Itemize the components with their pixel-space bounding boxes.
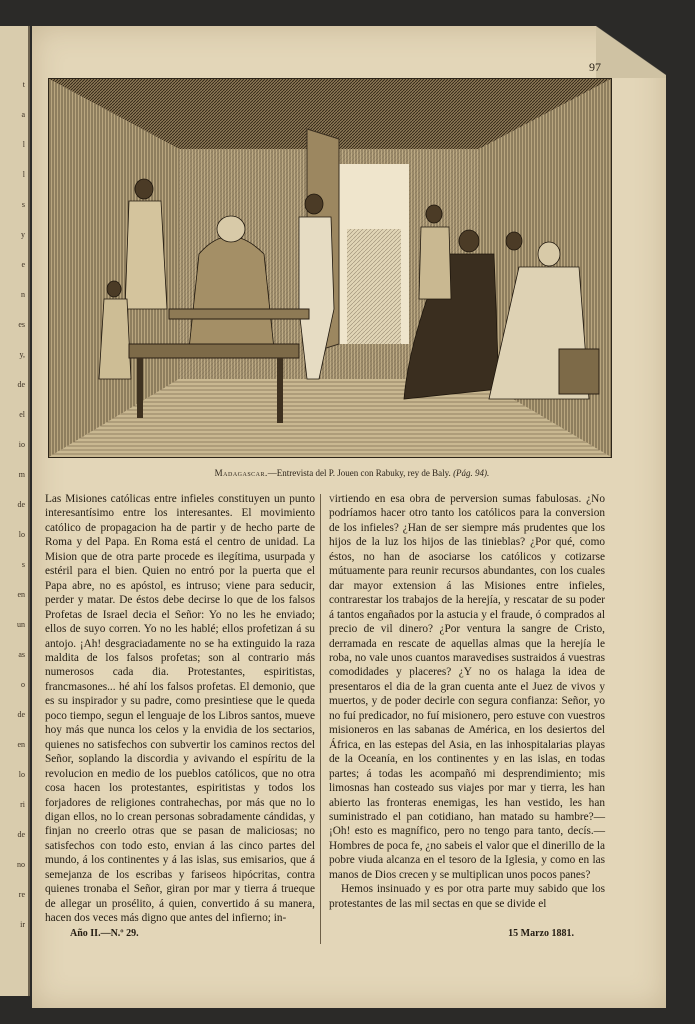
article-right-column (329, 492, 605, 911)
adjacent-page-text-fragment: re (18, 890, 25, 899)
adjacent-page-text-fragment: lo (18, 530, 25, 539)
adjacent-page-text-fragment: o (21, 680, 25, 689)
adjacent-page-text-fragment: el (19, 410, 25, 419)
adjacent-page-edge (0, 26, 30, 996)
adjacent-page-text-fragment: de (17, 500, 25, 509)
illustration-caption (92, 468, 612, 478)
caption-text: —Entrevista del P. Jouen con Rabuky, rey de Baly. (267, 468, 451, 478)
adjacent-page-text-fragment: es (18, 320, 25, 329)
page-number: 97 (589, 60, 601, 74)
adjacent-page-text-fragment: l (22, 170, 25, 179)
adjacent-page-text-fragment: de (17, 380, 25, 389)
adjacent-page-text-fragment: a (21, 110, 25, 119)
article-paragraph: Hemos insinuado y es por otra parte muy sabido que los protestantes de las mil sectas en que se divide el (329, 883, 605, 910)
adjacent-page-text-fragment: s (21, 560, 25, 569)
issue-number: Año II.—N.º 29. (70, 928, 139, 939)
issue-date: 15 Marzo 1881. (508, 928, 574, 939)
adjacent-page-text-fragment: y (21, 230, 25, 239)
article-paragraph: Las Misiones católicas entre infieles constituyen un punto interesantísimo entre los interesantes. El movimiento católico de propagacion ha de partir y de hecho parte de Roma y del Papa. En Roma está el centro de unidad. La Mision que de otra parte procede es ilegítima, usurpada y estéril para el bien. Quien no entró por la puerta que el Papa abre, no es apóstol, es intruso; viene para seducir, perder y matar. De éstos debe decirse lo que de los falsos Profetas de Israel decia el Señor: Yo no les he enviado; ellos de suyo corren. Yo no les hablé; ellos profetizan á su antojo. ¡Ah! desgraciadamente no se ha extinguido la raza maldita de los falsos profetas; son al contrario más numerosos cada dia. Protestantes, espiritistas, francmasones... hé ahí los falsos profetas. El demonio, que es su inspirador y su padre, como presintiese que le queda poco tiempo, segun el lenguaje de los Libros santos, mueve hoy más que nunca los celos y la envidia de los sectarios, quienes no satisfechos con subvertir los caminos rectos del Señor, soplando la discordia y avivando el espíritu de la revolucion en medio de los pueblos católicos, que no otra cosa hacen los protestantes, espiritistas y todos los forjadores de religiones contrahechas, por más que no lo digan ellos, no lo crean personas sobradamente cándidas, y finjan no creerlo otras que se pasan de maliciosas; no satisfechos con todo esto, envian á las cinco partes del mundo, á los continentes y á las islas, sus emisarios, que á semejanza de los escribas y fariseos hipócritas, contra quienes tronaba el Señor, giran por mar y tierra á trueque de allegar un prosélito, á quien, convertido á su manera, hacen dos veces más digno que antes del infierno; in- (45, 493, 315, 925)
newspaper-page (32, 26, 666, 1008)
adjacent-page-text-fragment: n (21, 290, 25, 299)
adjacent-page-text-fragment: l (22, 140, 25, 149)
adjacent-page-text-fragment: io (18, 440, 25, 449)
adjacent-page-text-fragment: un (17, 620, 25, 629)
column-divider (320, 494, 321, 944)
caption-place: Madagascar. (214, 468, 268, 478)
adjacent-page-text-fragment: s (21, 200, 25, 209)
adjacent-page-text-fragment: m (18, 470, 25, 479)
adjacent-page-text-fragment: no (17, 860, 25, 869)
article-left-column (45, 492, 315, 926)
folded-corner (596, 26, 666, 78)
adjacent-page-text-fragment: as (18, 650, 25, 659)
adjacent-page-text-fragment: en (17, 590, 25, 599)
adjacent-page-text-fragment: y, (19, 350, 25, 359)
adjacent-page-text-fragment: ir (20, 920, 25, 929)
adjacent-page-text-fragment: en (17, 740, 25, 749)
adjacent-page-text-fragment: lo (18, 770, 25, 779)
article-paragraph: virtiendo en esa obra de perversion sumas fabulosas. ¿No podríamos hacer otro tanto los católicos para la conversion de los infieles? ¿Han de ser siempre más prudentes que los hijos de la luz los hijos de las tinieblas? ¿Por qué, como éstos, no han de asociarse los católicos y cotizarse mútuamente para reunir recursos abundantes, con los cuales dar mayor extension á las Misiones entre infieles, contrarestar los trabajos de la herejía, y rescatar de su poder á tantos engañados por la astucia y el fraude, ó comprados al precio de vil dinero? ¿Por ventura la sangre de Cristo, derramada en rescate de aquellas almas que la herejía le roba, no vale unos cuantos maravedises sustraidos á vuestras comodidades y placeres? ¿Y no os halaga la idea de presentaros el dia de la gran cuenta ante el Juez de vivos y muertos, y de poder decirle con segura confianza: Señor, yo no fuí predicador, no fuí misionero, pero estuve con vuestros misioneros en las sabanas de América, en los desiertos del África, en las estepas del Asia, en las inhospitalarias playas de la Oceanía, en los continentes y en las islas, en todas partes; á todas les acompañó mi desprendimiento; mis limosnas han costeado sus viajes por mar y tierra, les han abierto las fronteras enemigas, les han vestido, les han suministrado el pan cotidiano, han matado su hambre?—¡Oh! esto es magnífico, pero no tengo para tanto, decís.— Hombres de poca fe, ¿no sabeis el valor que el dinerillo de la pobre viuda alcanza en el tesoro de la Iglesia, y como en las manos de Dios crecen y se multiplican unos pocos panes? (329, 493, 605, 881)
engraving-illustration (48, 78, 612, 458)
adjacent-page-text-fragment: de (17, 710, 25, 719)
adjacent-page-text-fragment: ri (20, 800, 25, 809)
adjacent-page-text-fragment: e (21, 260, 25, 269)
adjacent-page-text-fragment: de (17, 830, 25, 839)
caption-page-reference: (Pág. 94). (453, 468, 490, 478)
adjacent-page-text-fragment: t (22, 80, 25, 89)
